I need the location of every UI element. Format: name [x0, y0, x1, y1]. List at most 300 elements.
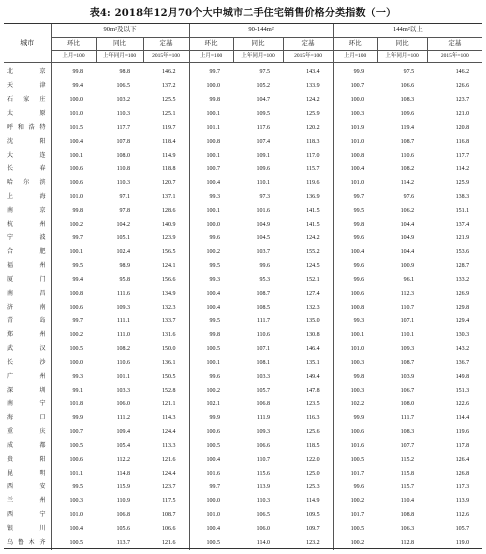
index-value: 100.4 [189, 176, 233, 190]
index-value: 110.6 [256, 332, 271, 339]
index-value: 101.6 [333, 439, 377, 453]
index-value: 105.7 [256, 387, 271, 394]
base-label: 上年同月=100 [377, 51, 427, 63]
index-value: 100.9 [400, 263, 415, 270]
index-value: 100.4 [69, 138, 83, 145]
index-value: 123.2 [306, 539, 320, 546]
city-name: 乌鲁木齐 [4, 536, 51, 550]
table-row [4, 439, 482, 453]
index-value: 132.3 [306, 304, 320, 311]
index-value: 100.4 [333, 162, 377, 176]
index-value: 114.2 [400, 180, 415, 187]
index-value: 125.1 [162, 111, 176, 118]
index-value: 100.4 [69, 525, 83, 532]
index-value: 150.5 [162, 373, 176, 380]
index-value: 100.5 [189, 439, 233, 453]
index-value: 140.9 [162, 221, 176, 228]
index-value: 103.2 [116, 97, 130, 104]
index-value: 103.7 [256, 249, 271, 256]
index-value: 106.2 [400, 207, 415, 214]
city-name: 西 宁 [4, 508, 51, 522]
index-value: 99.8 [72, 69, 83, 76]
index-value: 156.5 [162, 249, 176, 256]
subheader-fixed-base: 定基 [143, 38, 189, 51]
index-value: 147.8 [306, 387, 320, 394]
index-value: 126.4 [455, 456, 470, 463]
index-value: 104.5 [256, 235, 271, 242]
index-value: 119.6 [455, 429, 470, 436]
city-name: 杭 州 [4, 218, 51, 232]
table-row [4, 176, 482, 190]
index-value: 127.4 [306, 290, 320, 297]
city-name: 太 原 [4, 107, 51, 121]
base-label: 2015年=100 [143, 51, 189, 63]
index-value: 115.6 [256, 470, 271, 477]
index-value: 109.5 [306, 512, 320, 519]
index-value: 99.1 [72, 387, 83, 394]
subheader-yoy: 同比 [377, 38, 427, 51]
index-value: 99.3 [189, 273, 233, 287]
index-value: 111.1 [116, 318, 130, 325]
subheader-row [4, 38, 482, 51]
index-value: 100.7 [189, 162, 233, 176]
index-value: 99.7 [189, 63, 233, 80]
index-value: 104.9 [400, 235, 415, 242]
city-name: 济 南 [4, 301, 51, 315]
index-value: 110.3 [256, 498, 271, 505]
index-value: 100.5 [69, 539, 83, 546]
index-value: 101.0 [69, 111, 83, 118]
index-value: 100.4 [189, 301, 233, 315]
index-value: 137.2 [162, 83, 176, 90]
index-value: 155.2 [306, 249, 320, 256]
index-value: 99.7 [189, 480, 233, 494]
index-value: 100.5 [189, 342, 233, 356]
index-value: 117.7 [455, 152, 470, 159]
index-value: 100.5 [69, 442, 83, 449]
index-value: 100.5 [333, 522, 377, 536]
city-name: 南 京 [4, 204, 51, 218]
index-value: 110.4 [400, 498, 415, 505]
table-row [4, 522, 482, 536]
index-value: 101.6 [256, 207, 271, 214]
table-row [4, 121, 482, 135]
index-value: 100.0 [69, 359, 83, 366]
base-row [4, 51, 482, 63]
index-value: 117.5 [162, 498, 176, 505]
index-value: 149.4 [306, 373, 320, 380]
index-value: 118.3 [306, 138, 320, 145]
index-value: 101.0 [333, 176, 377, 190]
index-value: 108.7 [256, 290, 271, 297]
index-value: 99.9 [189, 411, 233, 425]
city-name: 贵 阳 [4, 453, 51, 467]
city-name: 北 京 [4, 63, 51, 80]
index-value: 100.6 [69, 304, 83, 311]
index-value: 135.1 [306, 359, 320, 366]
index-value: 106.6 [162, 525, 176, 532]
table-row [4, 328, 482, 342]
index-value: 107.8 [116, 138, 130, 145]
index-value: 124.2 [306, 235, 320, 242]
index-value: 113.9 [256, 484, 271, 491]
subheader-yoy: 同比 [233, 38, 283, 51]
index-value: 117.3 [455, 484, 470, 491]
index-value: 100.8 [69, 290, 83, 297]
index-value: 110.1 [256, 180, 271, 187]
index-value: 100.3 [333, 356, 377, 370]
index-value: 124.1 [162, 263, 176, 270]
city-name: 哈 尔 滨 [4, 176, 51, 190]
index-value: 99.7 [72, 318, 83, 325]
city-name: 天 津 [4, 79, 51, 93]
table-row [4, 162, 482, 176]
table-row [4, 245, 482, 259]
index-value: 112.8 [400, 539, 415, 546]
index-value: 99.9 [72, 415, 83, 422]
index-value: 107.7 [400, 442, 415, 449]
index-value: 146.4 [306, 346, 320, 353]
index-value: 141.5 [306, 221, 320, 228]
index-value: 152.8 [162, 387, 176, 394]
index-value: 115.7 [400, 484, 415, 491]
index-value: 136.7 [455, 359, 470, 366]
base-label: 上月=100 [333, 51, 377, 63]
index-value: 114.3 [162, 415, 176, 422]
base-label: 2015年=100 [283, 51, 333, 63]
index-value: 100.0 [189, 79, 233, 93]
index-value: 100.5 [333, 453, 377, 467]
index-value: 100.7 [69, 429, 83, 436]
city-name: 西 安 [4, 480, 51, 494]
index-value: 107.4 [256, 138, 271, 145]
index-value: 99.6 [333, 259, 377, 273]
index-value: 99.6 [333, 232, 377, 246]
index-value: 133.7 [162, 318, 176, 325]
index-value: 126.9 [455, 290, 470, 297]
index-value: 99.3 [72, 373, 83, 380]
index-value: 106.3 [400, 525, 415, 532]
index-value: 106.7 [400, 387, 415, 394]
index-value: 123.5 [306, 401, 320, 408]
city-name: 长 春 [4, 162, 51, 176]
index-value: 110.6 [116, 359, 130, 366]
table-row [4, 508, 482, 522]
table-row [4, 93, 482, 107]
index-value: 100.1 [69, 152, 83, 159]
index-value: 104.4 [400, 249, 415, 256]
index-value: 136.9 [306, 194, 320, 200]
index-value: 108.0 [116, 152, 130, 159]
index-value: 123.7 [455, 97, 470, 104]
table-bottom-rule [4, 548, 482, 549]
table-row [4, 315, 482, 329]
index-value: 112.2 [116, 456, 130, 463]
index-value: 114.8 [116, 470, 130, 477]
index-value: 100.8 [189, 135, 233, 149]
index-value: 101.7 [333, 508, 377, 522]
index-value: 105.4 [116, 442, 130, 449]
index-value: 103.3 [116, 387, 130, 394]
index-value: 110.1 [400, 332, 415, 339]
index-value: 111.9 [256, 415, 271, 422]
index-value: 111.2 [116, 415, 130, 422]
index-value: 150.0 [162, 346, 176, 353]
index-value: 113.3 [162, 442, 176, 449]
index-value: 101.0 [69, 512, 83, 519]
index-value: 99.5 [72, 263, 83, 270]
index-value: 125.0 [306, 470, 320, 477]
index-value: 100.8 [333, 301, 377, 315]
index-value: 118.4 [162, 138, 176, 145]
index-value: 101.0 [333, 342, 377, 356]
city-name: 南 宁 [4, 398, 51, 412]
table-row [4, 342, 482, 356]
index-value: 108.2 [400, 166, 415, 173]
table-row [4, 480, 482, 494]
base-label: 上月=100 [51, 51, 96, 63]
index-value: 100.3 [333, 384, 377, 398]
index-value: 112.3 [400, 290, 415, 297]
index-value: 121.1 [162, 401, 176, 408]
index-value: 105.7 [455, 525, 470, 532]
city-name: 石 家 庄 [4, 93, 51, 107]
index-value: 100.2 [69, 332, 83, 339]
table-title: 表4: 2018年12月70个大中城市二手住宅销售价格分类指数（一） [89, 8, 397, 19]
index-value: 100.1 [189, 107, 233, 121]
table-row [4, 384, 482, 398]
table-row [4, 218, 482, 232]
index-value: 132.3 [162, 304, 176, 311]
index-value: 100.1 [189, 204, 233, 218]
table-row [4, 287, 482, 301]
index-value: 152.1 [306, 276, 320, 283]
index-value: 117.0 [306, 152, 320, 159]
index-value: 104.4 [400, 221, 415, 228]
index-value: 130.8 [306, 332, 320, 339]
subheader-mom: 环比 [51, 38, 96, 51]
index-value: 119.0 [455, 539, 470, 546]
index-value: 108.7 [162, 512, 176, 519]
index-value: 109.6 [256, 166, 271, 173]
city-name: 南 昌 [4, 287, 51, 301]
table-row [4, 63, 482, 80]
index-value: 109.5 [256, 111, 271, 118]
index-value: 115.7 [306, 166, 320, 173]
index-value: 106.0 [256, 525, 271, 532]
index-value: 100.2 [69, 221, 83, 228]
city-column-header: 城市 [4, 24, 51, 63]
index-value: 108.8 [400, 512, 415, 519]
index-value: 135.0 [306, 318, 320, 325]
index-value: 99.3 [189, 190, 233, 204]
index-value: 113.7 [116, 539, 130, 546]
index-value: 100.6 [69, 166, 83, 173]
subheader-fixed-base: 定基 [427, 38, 482, 51]
index-value: 100.4 [189, 522, 233, 536]
index-value: 110.6 [400, 152, 415, 159]
index-value: 121.0 [455, 111, 470, 118]
table-row [4, 398, 482, 412]
index-value: 106.0 [116, 401, 130, 408]
index-value: 141.5 [306, 207, 320, 214]
index-value: 97.8 [119, 207, 130, 214]
city-name: 上 海 [4, 190, 51, 204]
index-value: 99.3 [333, 315, 377, 329]
index-value: 114.9 [162, 152, 176, 159]
base-label: 上年同月=100 [233, 51, 283, 63]
base-label: 2015年=100 [427, 51, 482, 63]
index-value: 114.2 [455, 166, 470, 173]
index-value: 137.4 [455, 221, 470, 228]
index-value: 114.9 [306, 498, 320, 505]
index-value: 125.9 [455, 180, 470, 187]
index-value: 101.0 [189, 508, 233, 522]
index-value: 100.2 [189, 384, 233, 398]
index-value: 99.8 [333, 370, 377, 384]
index-value: 125.6 [306, 429, 320, 436]
index-value: 100.3 [69, 498, 83, 505]
index-value: 101.9 [333, 121, 377, 135]
index-value: 114.0 [256, 539, 271, 546]
index-value: 124.4 [162, 470, 176, 477]
index-value: 133.2 [455, 276, 470, 283]
index-value: 102.2 [333, 398, 377, 412]
index-value: 97.5 [403, 69, 415, 76]
index-value: 109.3 [400, 346, 415, 353]
index-value: 133.9 [306, 83, 320, 90]
index-value: 111.6 [116, 290, 130, 297]
index-value: 98.9 [119, 263, 130, 270]
index-value: 98.8 [119, 69, 130, 76]
table-row [4, 494, 482, 508]
table-row [4, 232, 482, 246]
index-value: 97.6 [403, 194, 415, 200]
table-row [4, 370, 482, 384]
index-value: 108.3 [400, 97, 415, 104]
index-value: 129.4 [455, 318, 470, 325]
index-value: 117.8 [455, 442, 470, 449]
index-value: 107.1 [256, 346, 271, 353]
index-value: 104.9 [256, 221, 271, 228]
index-value: 99.7 [333, 190, 377, 204]
group-header-small: 90m²及以下 [51, 24, 189, 38]
city-name: 福 州 [4, 259, 51, 273]
city-name: 郑 州 [4, 328, 51, 342]
index-value: 101.0 [333, 135, 377, 149]
index-value: 106.5 [256, 512, 271, 519]
index-value: 151.1 [455, 207, 470, 214]
index-value: 120.8 [455, 124, 470, 131]
index-value: 122.6 [455, 401, 470, 408]
index-value: 107.1 [400, 318, 415, 325]
index-value: 100.6 [333, 425, 377, 439]
index-value: 128.7 [455, 263, 470, 270]
city-name: 武 汉 [4, 342, 51, 356]
index-value: 123.9 [162, 235, 176, 242]
index-value: 111.7 [256, 318, 271, 325]
index-value: 149.8 [455, 373, 470, 380]
index-value: 128.6 [162, 207, 176, 214]
index-value: 101.1 [189, 121, 233, 135]
city-name: 长 沙 [4, 356, 51, 370]
city-name: 厦 门 [4, 273, 51, 287]
index-value: 110.3 [116, 111, 130, 118]
index-value: 99.6 [189, 232, 233, 246]
index-value: 99.6 [333, 273, 377, 287]
index-value: 100.2 [333, 494, 377, 508]
index-value: 109.3 [116, 304, 130, 311]
city-name: 青 岛 [4, 315, 51, 329]
index-value: 99.9 [333, 411, 377, 425]
index-value: 105.6 [116, 525, 130, 532]
index-value: 125.5 [162, 97, 176, 104]
table-row [4, 425, 482, 439]
index-value: 106.6 [256, 442, 271, 449]
index-value: 95.3 [259, 276, 271, 283]
index-value: 100.1 [189, 149, 233, 163]
city-name: 兰 州 [4, 494, 51, 508]
index-value: 100.4 [189, 287, 233, 301]
base-label: 上月=100 [189, 51, 233, 63]
index-value: 99.5 [189, 315, 233, 329]
index-value: 99.7 [72, 235, 83, 242]
index-value: 99.8 [189, 328, 233, 342]
index-value: 99.4 [72, 276, 83, 283]
index-value: 109.1 [256, 152, 271, 159]
index-value: 99.8 [189, 93, 233, 107]
index-value: 105.2 [256, 83, 271, 90]
index-value: 109.6 [400, 111, 415, 118]
table-row [4, 79, 482, 93]
table-row [4, 273, 482, 287]
index-value: 100.8 [333, 149, 377, 163]
city-name: 深 圳 [4, 384, 51, 398]
index-value: 117.6 [256, 124, 271, 131]
index-value: 106.5 [116, 83, 130, 90]
index-value: 99.6 [189, 370, 233, 384]
index-value: 102.1 [189, 398, 233, 412]
index-value: 118.5 [306, 442, 320, 449]
index-value: 103.9 [400, 373, 415, 380]
index-value: 151.3 [455, 387, 470, 394]
index-value: 122.0 [306, 456, 320, 463]
index-value: 110.3 [116, 180, 130, 187]
index-value: 105.1 [116, 235, 130, 242]
index-value: 117.7 [116, 124, 130, 131]
subheader-yoy: 同比 [96, 38, 143, 51]
index-value: 109.3 [256, 429, 271, 436]
index-value: 100.3 [333, 107, 377, 121]
subheader-fixed-base: 定基 [283, 38, 333, 51]
index-value: 156.6 [162, 276, 176, 283]
index-value: 99.6 [259, 263, 271, 270]
index-value: 129.8 [455, 304, 470, 311]
index-value: 104.7 [256, 97, 271, 104]
index-value: 125.3 [306, 484, 320, 491]
index-value: 101.8 [69, 401, 83, 408]
city-name: 昆 明 [4, 467, 51, 481]
index-value: 125.9 [306, 111, 320, 118]
index-value: 113.9 [455, 498, 470, 505]
table-row [4, 453, 482, 467]
table-row [4, 467, 482, 481]
index-value: 100.0 [69, 97, 83, 104]
table-body [4, 63, 482, 551]
index-value: 118.8 [162, 166, 176, 173]
index-value: 108.0 [400, 401, 415, 408]
table-row [4, 411, 482, 425]
